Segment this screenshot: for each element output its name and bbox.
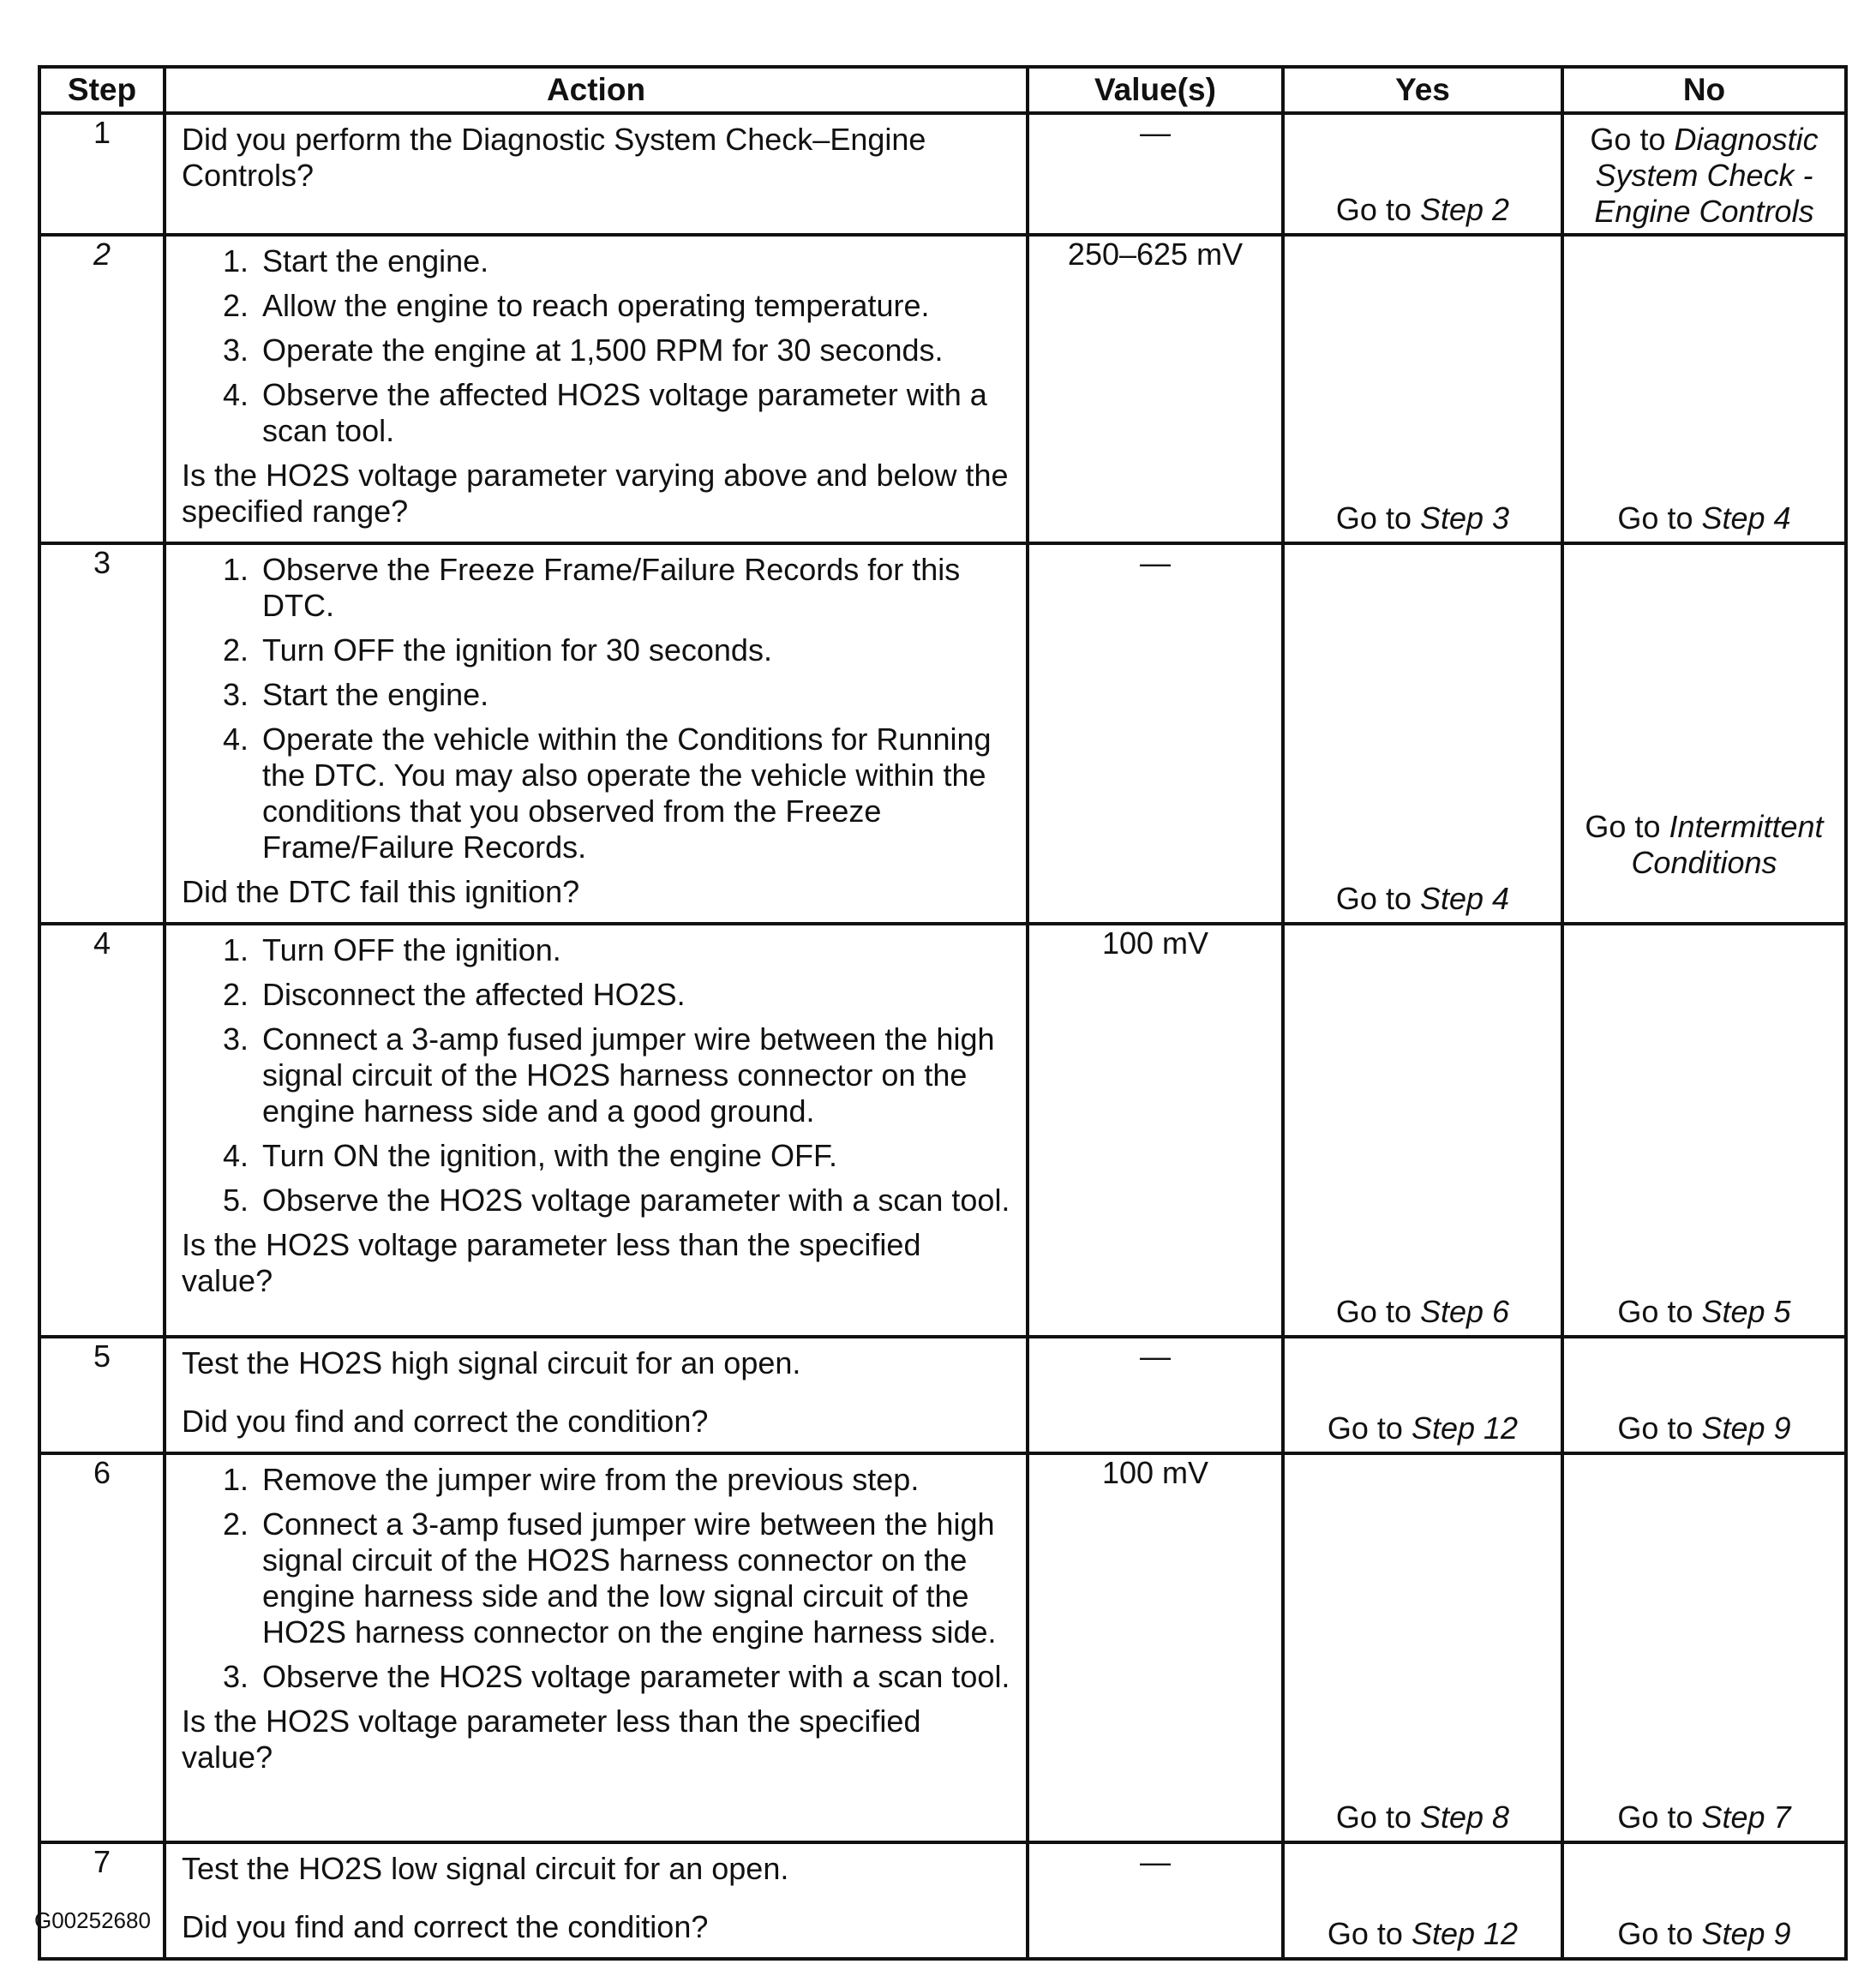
header-values: Value(s) [1028,67,1283,113]
header-no: No [1562,67,1846,113]
no-cell [1562,543,1846,924]
action-step: 1. Start the engine. [257,243,1010,279]
step-number: 4 [39,924,165,1337]
no-result[interactable] [1564,1410,1844,1446]
action-question: Did you find and correct the condition? [182,1909,709,1944]
yes-cell [1283,543,1562,924]
no-link[interactable]: Step 7 [1701,1799,1791,1835]
header-yes: Yes [1283,67,1562,113]
action-step: 2. Turn OFF the ignition for 30 seconds. [257,632,1010,668]
yes-link[interactable]: Step 2 [1419,192,1510,227]
action-steps [182,932,1010,1219]
action-step: 3. Start the engine. [257,677,1010,713]
no-cell [1562,1842,1846,1959]
no-link[interactable]: Step 9 [1701,1916,1791,1951]
figure-id: G00252680 [34,1907,151,1933]
action-cell [165,924,1028,1337]
table-row [39,1453,1846,1842]
action-question: Is the HO2S voltage parameter varying above and below the specified range? [182,458,1009,529]
action-question: Did you find and correct the condition? [182,1404,709,1439]
no-result[interactable] [1564,1294,1844,1330]
action-step: 3. Observe the HO2S voltage parameter with a scan tool. [257,1659,1010,1695]
yes-result[interactable] [1285,500,1561,536]
no-prefix: Go to [1617,1410,1702,1446]
yes-link[interactable]: Step 6 [1419,1294,1510,1329]
diagnostic-table [38,65,1848,1961]
no-prefix: Go to [1617,1916,1702,1951]
yes-result[interactable] [1285,192,1561,228]
yes-prefix: Go to [1335,1294,1420,1329]
table-row [39,235,1846,543]
action-steps [182,552,1010,865]
yes-result[interactable] [1285,1916,1561,1952]
value-cell: — [1028,543,1283,924]
yes-prefix: Go to [1335,500,1420,536]
yes-cell [1283,113,1562,235]
no-result[interactable] [1564,1799,1844,1835]
value-cell: 250–625 mV [1028,235,1283,543]
action-step: 2. Allow the engine to reach operating temperature. [257,288,1010,324]
action-step: 1. Remove the jumper wire from the previous step. [257,1462,1010,1498]
action-text: Did you perform the Diagnostic System Check–Engine Controls? [182,122,926,193]
table-row [39,543,1846,924]
action-step: 1. Turn OFF the ignition. [257,932,1010,968]
value-cell: — [1028,113,1283,235]
action-text: Test the HO2S high signal circuit for an open. [182,1345,801,1380]
no-cell [1562,1453,1846,1842]
no-result[interactable] [1564,500,1844,536]
yes-cell [1283,1337,1562,1453]
action-cell [165,113,1028,235]
no-link[interactable]: Diagnostic System Check - Engine Controls [1594,122,1819,229]
yes-prefix: Go to [1335,881,1420,916]
header-step: Step [39,67,165,113]
action-cell [165,1453,1028,1842]
action-cell [165,235,1028,543]
yes-result[interactable] [1285,1799,1561,1835]
action-step: 5. Observe the HO2S voltage parameter with a scan tool. [257,1183,1010,1219]
no-cell [1562,924,1846,1337]
action-step: 3. Operate the engine at 1,500 RPM for 30 seconds. [257,332,1010,368]
no-prefix: Go to [1585,809,1669,844]
no-prefix: Go to [1590,122,1675,157]
step-number: 1 [39,113,165,235]
yes-prefix: Go to [1335,1799,1420,1835]
no-result[interactable] [1564,1916,1844,1952]
table-row [39,1337,1846,1453]
value-cell: — [1028,1842,1283,1959]
yes-cell [1283,924,1562,1337]
yes-link[interactable]: Step 4 [1419,881,1510,916]
yes-prefix: Go to [1327,1410,1411,1446]
no-prefix: Go to [1617,500,1702,536]
table-row [39,113,1846,235]
action-step: 3. Connect a 3-amp fused jumper wire between the high signal circuit of the HO2S harness connector on the engine harness side and a good ground. [257,1021,1010,1129]
action-step: 1. Observe the Freeze Frame/Failure Records for this DTC. [257,552,1010,624]
yes-result[interactable] [1285,1410,1561,1446]
step-number: 3 [39,543,165,924]
no-prefix: Go to [1617,1294,1702,1329]
step-number: 7 [39,1842,165,1959]
header-action: Action [165,67,1028,113]
value-cell: — [1028,1337,1283,1453]
yes-prefix: Go to [1327,1916,1411,1951]
no-link[interactable]: Step 4 [1701,500,1791,536]
action-text: Test the HO2S low signal circuit for an open. [182,1851,789,1886]
no-link[interactable]: Intermittent Conditions [1631,809,1824,880]
value-cell: 100 mV [1028,924,1283,1337]
table-row [39,1842,1846,1959]
yes-link[interactable]: Step 8 [1419,1799,1510,1835]
action-question: Did the DTC fail this ignition? [182,874,580,909]
action-cell [165,1337,1028,1453]
action-cell [165,543,1028,924]
action-steps [182,243,1010,449]
action-step: 4. Observe the affected HO2S voltage parameter with a scan tool. [257,377,1010,449]
step-number: 2 [39,235,165,543]
action-step: 2. Disconnect the affected HO2S. [257,977,1010,1013]
no-link[interactable]: Step 9 [1701,1410,1791,1446]
yes-cell [1283,1453,1562,1842]
no-cell [1562,235,1846,543]
action-question: Is the HO2S voltage parameter less than the specified value? [182,1704,921,1775]
yes-cell [1283,235,1562,543]
action-step: 4. Turn ON the ignition, with the engine OFF. [257,1138,1010,1174]
action-steps [182,1462,1010,1695]
yes-link[interactable]: Step 12 [1411,1916,1519,1951]
no-cell [1562,1337,1846,1453]
yes-prefix: Go to [1335,192,1420,227]
action-step: 4. Operate the vehicle within the Conditions for Running the DTC. You may also operate the vehicle within the conditions that you observed from the Freeze Frame/Failure Records. [257,722,1010,865]
no-link[interactable]: Step 5 [1701,1294,1791,1329]
action-question: Is the HO2S voltage parameter less than the specified value? [182,1227,921,1298]
step-number: 5 [39,1337,165,1453]
yes-result[interactable] [1285,1294,1561,1330]
action-cell [165,1842,1028,1959]
yes-cell [1283,1842,1562,1959]
no-result[interactable] [1564,809,1844,881]
yes-result[interactable] [1285,881,1561,917]
value-cell: 100 mV [1028,1453,1283,1842]
yes-link[interactable]: Step 12 [1411,1410,1519,1446]
no-result[interactable] [1564,115,1844,230]
header-row [39,67,1846,113]
yes-link[interactable]: Step 3 [1419,500,1510,536]
no-cell [1562,113,1846,235]
action-step: 2. Connect a 3-amp fused jumper wire between the high signal circuit of the HO2S harness connector on the engine harness side and the low signal circuit of the HO2S harness connector on the engine harness side. [257,1506,1010,1650]
step-number: 6 [39,1453,165,1842]
no-prefix: Go to [1617,1799,1702,1835]
table-row [39,924,1846,1337]
